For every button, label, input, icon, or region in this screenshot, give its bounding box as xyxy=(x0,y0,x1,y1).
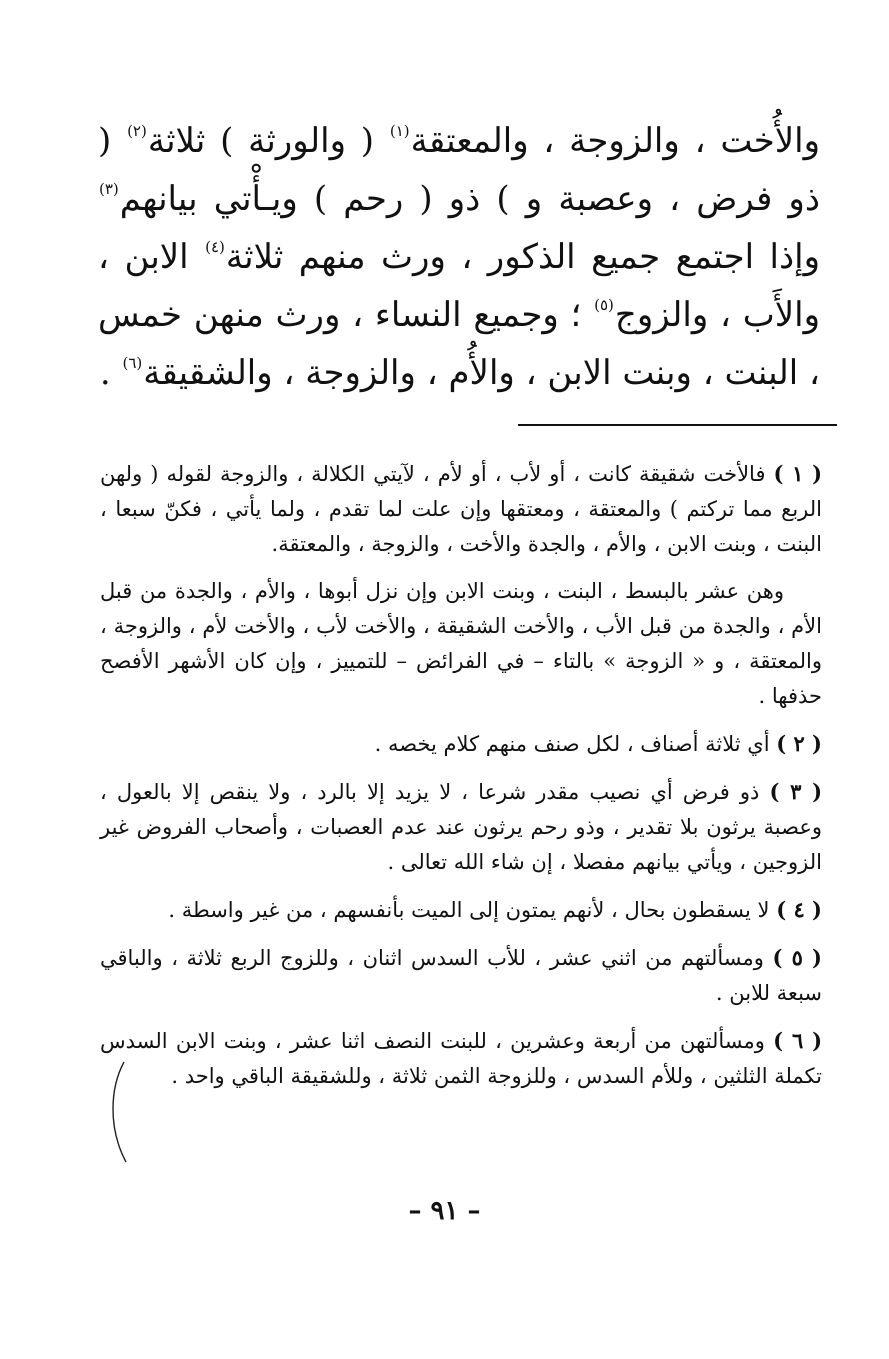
main-text-segment: . xyxy=(99,353,122,393)
footnote-text: أي ثلاثة أصناف ، لكل صنف منهم كلام يخصه . xyxy=(374,732,777,756)
footnote-1 xyxy=(100,456,822,562)
main-paragraph xyxy=(98,112,820,402)
main-text-segment: ( ذو فرض ، وعصبة و ) ذو ( رحم ) ويـأْتي بيانهم xyxy=(98,121,820,219)
page-number: – ٩١ – xyxy=(408,1196,481,1226)
footnote-number: ( ٥ ) xyxy=(772,945,822,970)
main-text-segment: ( والورثة ) ثلاثة xyxy=(147,121,389,161)
footnote-1-continuation: وهن عشر بالبسط ، البنت ، وبنت الابن وإن نزل أبوها ، والأم ، والجدة من قبل الأم ، والجدة من قبل الأب ، والأخت الشقيقة ، والأخت لأب ، والأخت لأم ، والزوجة ، والمعتقة ، و « الزوجة » بالتاء – في الفرائض – للتمييز ، وإن كان الأشهر الأفصح حذفها . xyxy=(100,579,822,708)
footnote-text: لا يسقطون بحال ، لأنهم يمتون إلى الميت بأنفسهم ، من غير واسطة . xyxy=(168,898,777,922)
footnote-ref-2: (٢) xyxy=(127,122,147,140)
footnote-ref-6: (٦) xyxy=(122,354,143,372)
margin-bracket-mark xyxy=(100,1058,130,1168)
footnote-5 xyxy=(100,940,822,1011)
footnote-divider xyxy=(518,424,837,426)
footnote-text: ومسألتهن من أربعة وعشرين ، للبنت النصف اثنا عشر ، وبنت الابن السدس تكملة الثلثين ، وللأم السدس ، وللزوجة الثمن ثلاثة ، وللشقيقة الباقي واحد . xyxy=(100,1029,822,1088)
footnote-number: ( ٣ ) xyxy=(769,779,822,804)
footnote-number: ( ٢ ) xyxy=(776,731,822,756)
footnotes-block xyxy=(100,456,822,1106)
main-text-block xyxy=(98,112,820,402)
footnote-ref-3: (٣) xyxy=(99,180,119,198)
footnote-number: ( ٦ ) xyxy=(773,1028,823,1053)
main-text-segment: ؛ وجميع النساء ، ورث منهن خمس ، البنت ، وبنت الابن ، والأُم ، والزوجة ، والشقيقة xyxy=(98,295,820,393)
main-text-segment: والأُخت ، والزوجة ، والمعتقة xyxy=(410,121,821,161)
footnote-ref-1: (١) xyxy=(389,122,410,140)
footnote-number: ( ١ ) xyxy=(773,461,823,486)
footnote-ref-4: (٤) xyxy=(205,238,225,256)
footnote-number: ( ٤ ) xyxy=(776,897,822,922)
main-text-segment: الابن ، والأَب ، والزوج xyxy=(98,237,820,335)
footnote-6 xyxy=(100,1023,822,1094)
footnote-3 xyxy=(100,774,822,880)
footnote-ref-5: (٥) xyxy=(594,296,614,314)
footnote-text: ذو فرض أي نصيب مقدر شرعا ، لا يزيد إلا بالرد ، ولا ينقص إلا بالعول ، وعصبة يرثون بلا تقدير ، وذو رحم يرثون عند عدم العصبات ، وأصحاب الفروض غير الزوجين ، ويأتي بيانهم مفصلا ، إن شاء الله تعالى . xyxy=(100,780,822,874)
main-text-segment: وإذا اجتمع جميع الذكور ، ورث منهم ثلاثة xyxy=(225,237,820,277)
footnote-text: فالأخت شقيقة كانت ، أو لأب ، أو لأم ، لآيتي الكلالة ، والزوجة لقوله ( ولهن الربع مما تركتم ) والمعتقة ، ومعتقها وإن علت لما تقدم ، ولما يأتي ، فكنّ سبعا ، البنت ، وبنت الابن ، والأم ، والجدة والأخت ، والزوجة ، والمعتقة. xyxy=(100,462,822,556)
footnote-2 xyxy=(100,726,822,762)
footnote-text: ومسألتهم من اثني عشر ، للأب السدس اثنان ، وللزوج الربع ثلاثة ، والباقي سبعة للابن . xyxy=(100,946,822,1005)
footnote-4 xyxy=(100,892,822,928)
